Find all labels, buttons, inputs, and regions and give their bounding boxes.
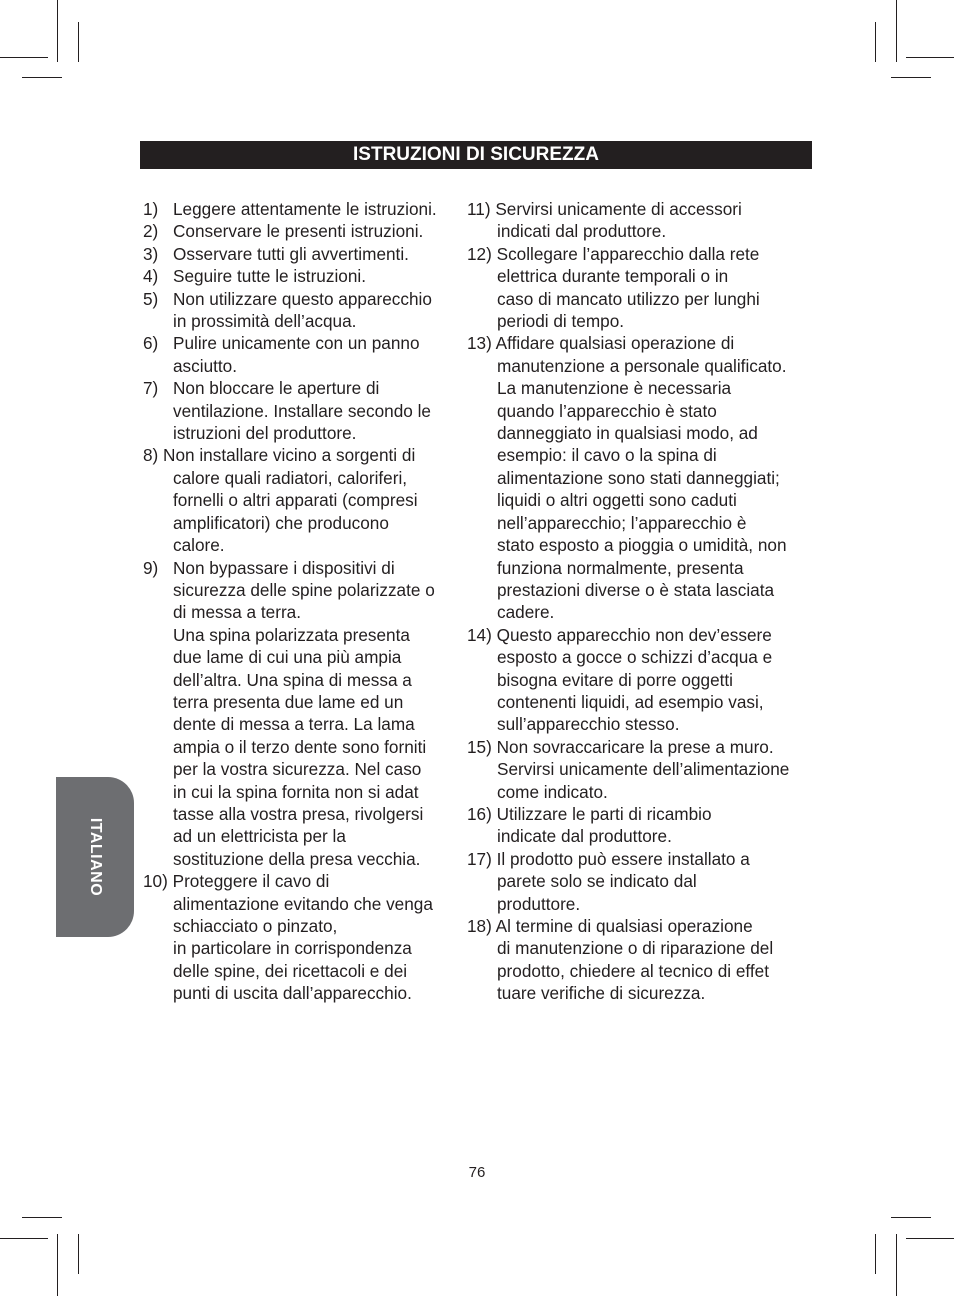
instruction-number: 2) [143,221,159,242]
instruction-text-line: quando l’apparecchio è stato [497,400,717,421]
instruction-number: 15) Non sovraccaricare la prese a muro. [467,736,774,757]
instruction-text-line: prestazioni diverse o è stata lasciata [497,579,775,600]
instruction-text-line: liquidi o altri oggetti sono caduti [497,490,737,511]
instruction-text-line: per la vostra sicurezza. Nel caso [173,759,422,780]
instruction-number: 9) [143,557,159,578]
instruction-item [467,243,817,333]
instruction-number: 4) [143,266,159,287]
instruction-item [143,332,465,377]
instruction-number: 16) Utilizzare le parti di ricambio [467,803,712,824]
instruction-text-line: nell’apparecchio; l’apparecchio è [497,512,747,533]
instruction-text-line: Osservare tutti gli avvertimenti. [173,243,409,264]
instruction-text-line: dell’altra. Una spina di messa a [173,669,412,690]
instruction-item [467,736,817,803]
crop-mark [891,1217,931,1218]
language-tab-label: ITALIANO [87,817,105,897]
section-title: ISTRUZIONI DI SICUREZZA [140,141,812,169]
crop-mark [891,77,931,78]
instruction-text-line: Pulire unicamente con un panno [173,333,420,354]
instruction-text-line: elettrica durante temporali o in [497,266,729,287]
instruction-text-line: ampia o il terzo dente sono forniti [173,736,427,757]
instruction-number: 13) Affidare qualsiasi operazione di [467,333,735,354]
crop-mark [0,57,48,58]
instruction-text-line: in cui la spina fornita non si adat [173,781,419,802]
instruction-text-line: tasse alla vostra presa, rivolgersi [173,803,424,824]
left-instructions-column [143,198,465,1005]
instruction-text-line: calore quali radiatori, caloriferi, [173,467,408,488]
instruction-text-line: sull’apparecchio stesso. [497,714,680,735]
page-number: 76 [468,1164,486,1181]
instruction-text-line: indicate dal produttore. [497,826,672,847]
instruction-text-line: delle spine, dei ricettacoli e dei [173,960,408,981]
instruction-text-line: contenenti liquidi, ad esempio vasi, [497,691,764,712]
instruction-item [467,848,817,915]
instruction-text-line: sostituzione della presa vecchia. [173,848,421,869]
instruction-text-line: punti di uscita dall’apparecchio. [173,983,412,1004]
instruction-text-line: di manutenzione o di riparazione del [497,938,774,959]
instruction-number: 3) [143,243,159,264]
instruction-text-line: Non utilizzare questo apparecchio [173,288,432,309]
instruction-text-line: ad un elettricista per la [173,826,346,847]
right-instructions-column [467,198,817,1005]
instruction-text-line: due lame di cui una più ampia [173,647,402,668]
instruction-text-line: in particolare in corrispondenza [173,938,412,959]
language-tab [56,777,134,937]
instruction-text-line: asciutto. [173,355,238,376]
crop-mark [57,0,58,62]
crop-mark [875,1234,876,1274]
crop-mark [875,22,876,62]
instruction-text-line: manutenzione a personale qualificato. [497,355,787,376]
instruction-item [143,198,465,220]
instruction-item [467,332,817,623]
instruction-number: 14) Questo apparecchio non dev’essere [467,624,772,645]
instruction-text-line: alimentazione evitando che venga [173,893,433,914]
instruction-text-line: Una spina polarizzata presenta [173,624,410,645]
instruction-text-line: stato esposto a pioggia o umidità, non [497,535,787,556]
crop-mark [896,0,897,62]
instruction-text-line: fornelli o altri apparati (compresi [173,490,418,511]
instruction-number: 10) Proteggere il cavo di [143,871,330,892]
instruction-text-line: bisogna evitare di porre oggetti [497,669,734,690]
instruction-number: 7) [143,378,159,399]
instruction-number: 17) Il prodotto può essere installato a [467,848,750,869]
instruction-text-line: terra presenta due lame ed un [173,691,404,712]
instruction-item [467,915,817,1005]
crop-mark [22,77,62,78]
instruction-item [467,803,817,848]
instruction-text-line: calore. [173,535,225,556]
instruction-text-line: di messa a terra. [173,602,301,623]
instruction-item [143,265,465,287]
instruction-number: 1) [143,199,159,219]
instruction-item [467,198,817,243]
instruction-item [143,243,465,265]
instruction-item [143,557,465,871]
instruction-number: 6) [143,333,159,354]
instruction-item [143,220,465,242]
instruction-text-line: produttore. [497,893,581,914]
instruction-text-line: La manutenzione è necessaria [497,378,732,399]
instruction-number: 11) Servirsi unicamente di accessori [467,199,742,219]
instruction-text-line: prodotto, chiedere al tecnico di effet [497,960,769,981]
instruction-text-line: ventilazione. Installare secondo le [173,400,431,421]
instruction-text-line: schiacciato o pinzato, [173,916,338,936]
instruction-text-line: danneggiato in qualsiasi modo, ad [497,423,758,444]
instruction-number: 5) [143,288,159,309]
instruction-text-line: in prossimità dell’acqua. [173,311,357,332]
crop-mark [896,1234,897,1296]
instruction-number: 12) Scollegare l’apparecchio dalla rete [467,243,760,264]
instruction-text-line: cadere. [497,602,555,623]
instruction-text-line: indicati dal produttore. [497,221,667,242]
instruction-text-line: Non bypassare i dispositivi di [173,557,395,578]
instruction-number: 8) Non installare vicino a sorgenti di [143,445,416,466]
instruction-text-line: esposto a gocce o schizzi d’acqua e [497,647,773,668]
instruction-text-line: Non bloccare le aperture di [173,378,380,399]
instruction-text-line: tuare verifiche di sicurezza. [497,983,706,1004]
instruction-number: 18) Al termine di qualsiasi operazione [467,916,753,936]
crop-mark [0,1238,48,1239]
crop-mark [22,1217,62,1218]
instruction-text-line: istruzioni del produttore. [173,423,357,444]
instruction-text-line: funziona normalmente, presenta [497,557,744,578]
crop-mark [78,22,79,62]
instruction-text-line: sicurezza delle spine polarizzate o [173,579,435,600]
crop-mark [906,57,954,58]
instruction-text-line: Conservare le presenti istruzioni. [173,221,424,242]
instruction-text-line: Leggere attentamente le istruzioni. [173,199,437,219]
instruction-item [143,870,465,1004]
instruction-text-line: Servirsi unicamente dell’alimentazione [497,759,790,780]
instruction-text-line: dente di messa a terra. La lama [173,714,415,735]
crop-mark [78,1234,79,1274]
instruction-text-line: esempio: il cavo o la spina di [497,445,717,466]
instruction-text-line: periodi di tempo. [497,311,625,332]
instruction-text-line: come indicato. [497,781,608,802]
instruction-text-line: amplificatori) che producono [173,512,389,533]
instruction-item [143,444,465,556]
crop-mark [57,1234,58,1296]
instruction-item [467,624,817,736]
crop-mark [906,1238,954,1239]
instruction-text-line: caso di mancato utilizzo per lunghi [497,288,760,309]
instruction-text-line: parete solo se indicato dal [497,871,697,892]
instruction-text-line: Seguire tutte le istruzioni. [173,266,366,287]
instruction-item [143,377,465,444]
instruction-item [143,288,465,333]
instruction-text-line: alimentazione sono stati danneggiati; [497,467,780,488]
